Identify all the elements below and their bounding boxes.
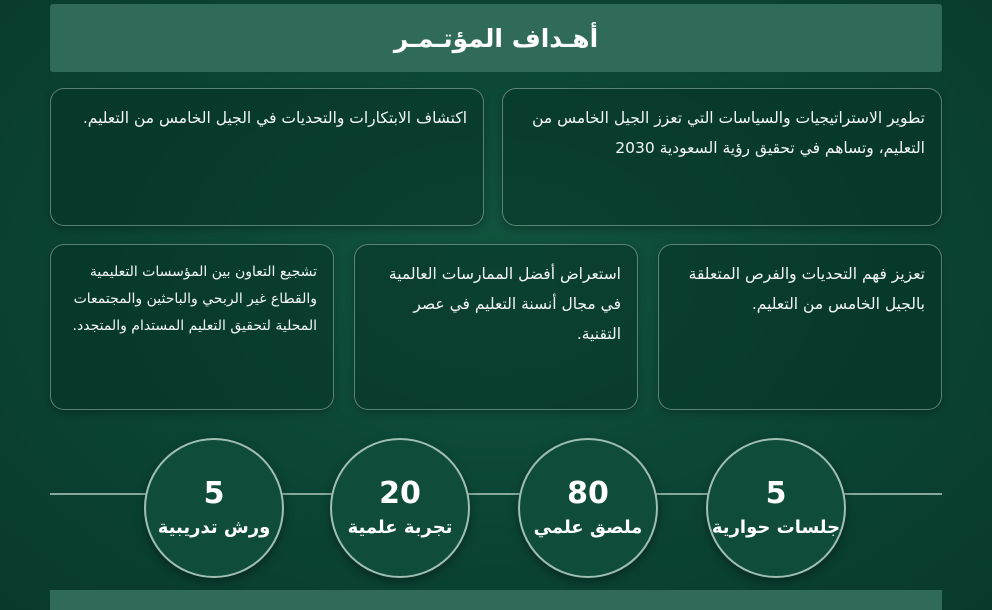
- stat-label: تجربة علمية: [347, 517, 453, 538]
- stat-value: 5: [203, 476, 225, 511]
- stat-label: جلسات حوارية: [711, 517, 841, 538]
- stat-label: ورش تدريبية: [157, 517, 271, 538]
- stat-label: ملصق علمي: [533, 517, 643, 538]
- goal-card: [502, 88, 942, 226]
- title-banner: [50, 4, 942, 72]
- stat-circle-sessions: [706, 438, 846, 578]
- goal-card: [354, 244, 638, 410]
- page-title: أهـداف المؤتـمـر: [393, 23, 599, 53]
- stat-circle-workshops: [144, 438, 284, 578]
- bottom-banner: [50, 590, 942, 610]
- goal-card: [50, 88, 484, 226]
- goal-text: تعزيز فهم التحديات والفرص المتعلقة بالجيل الخامس من التعليم.: [688, 265, 925, 313]
- goal-text: اكتشاف الابتكارات والتحديات في الجيل الخامس من التعليم.: [82, 109, 467, 127]
- goal-text: تشجيع التعاون بين المؤسسات التعليمية والقطاع غير الربحي والباحثين والمجتمعات المحلية لتحقيق التعليم المستدام والمتجدد.: [72, 264, 317, 334]
- stat-value: 5: [765, 476, 787, 511]
- stat-circle-experiments: [330, 438, 470, 578]
- goal-text: استعراض أفضل الممارسات العالمية في مجال أنسنة التعليم في عصر التقنية.: [388, 265, 621, 343]
- goal-card: [658, 244, 942, 410]
- goal-text: تطوير الاستراتيجيات والسياسات التي تعزز الجيل الخامس من التعليم، وتساهم في تحقيق رؤية السعودية 2030: [532, 109, 925, 157]
- stat-value: 80: [567, 476, 609, 511]
- goal-card: [50, 244, 334, 410]
- stat-value: 20: [379, 476, 421, 511]
- stat-circle-posters: [518, 438, 658, 578]
